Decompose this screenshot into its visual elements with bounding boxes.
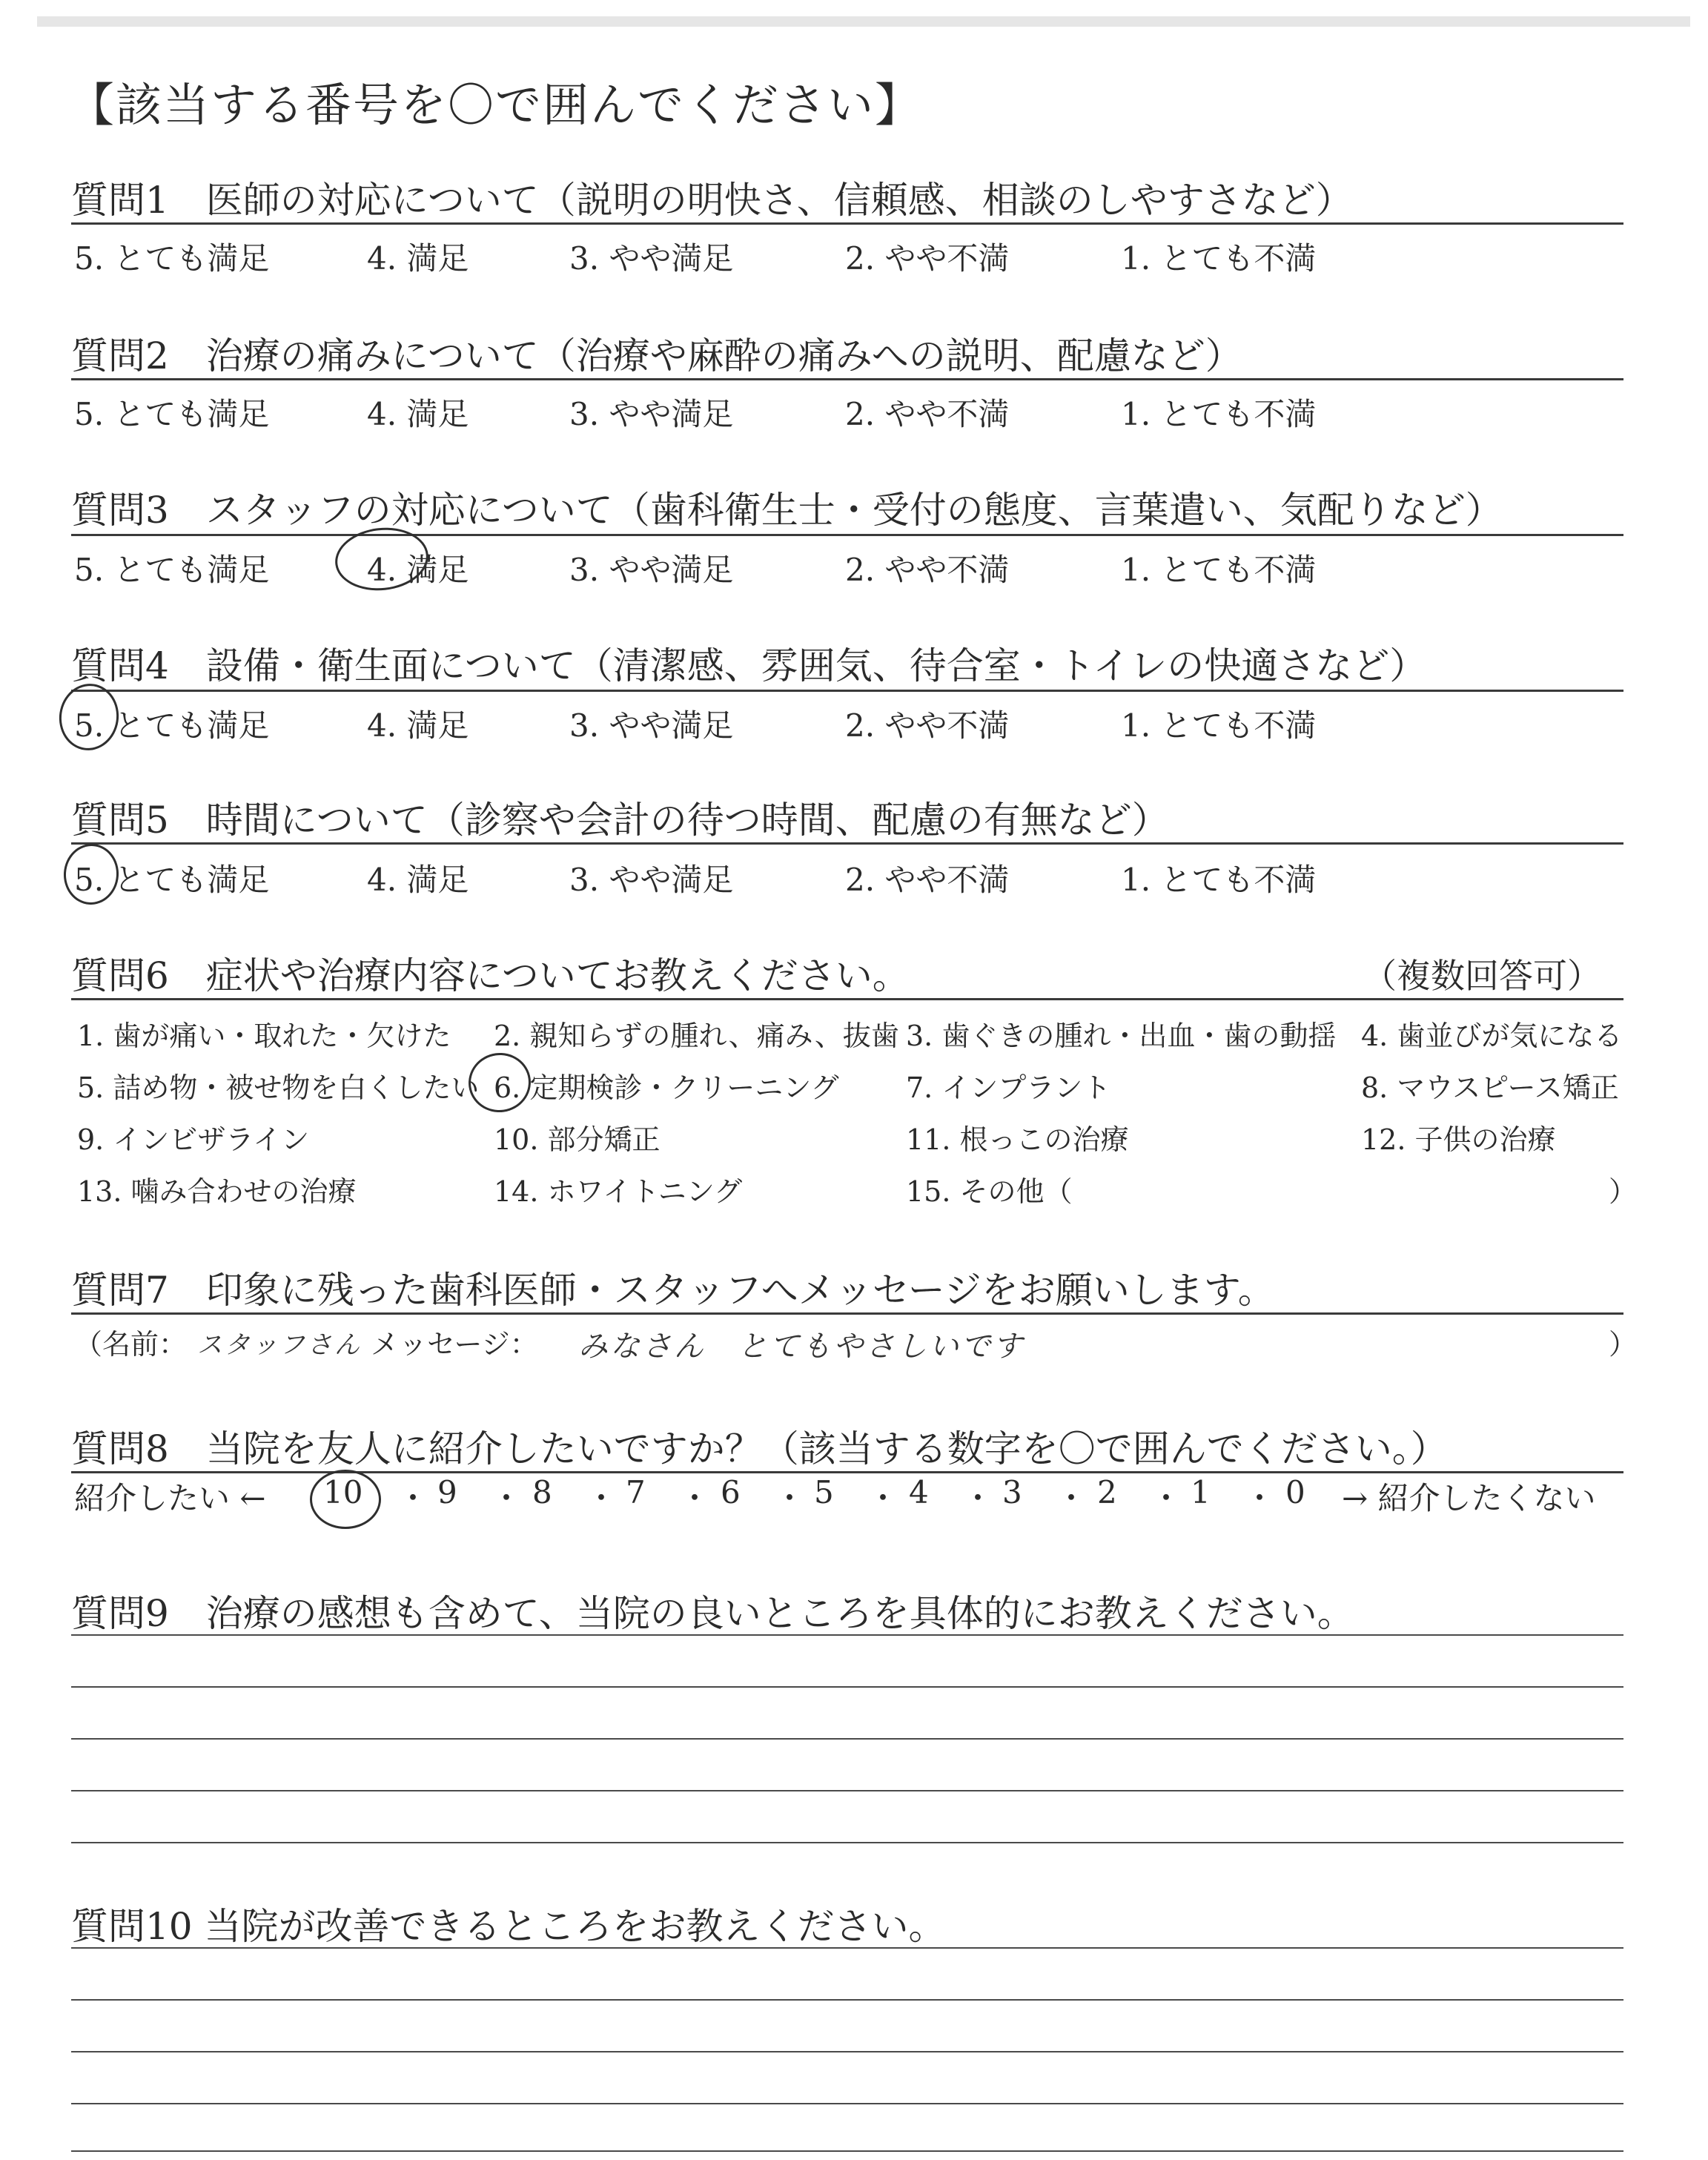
q8-scale-6[interactable]: 6 xyxy=(721,1474,741,1510)
q5-option-2[interactable]: 2. やや不満 xyxy=(845,862,1010,898)
question-4-rule xyxy=(71,690,1623,692)
q8-dot: ・ xyxy=(397,1480,429,1516)
q5-option-3[interactable]: 3. やや満足 xyxy=(569,862,734,898)
question-3-options xyxy=(74,546,1349,590)
page-title: 【該当する番号を〇で囲んでください】 xyxy=(68,78,923,132)
q6-item-6[interactable]: 6. 定期検診・クリーニング xyxy=(494,1071,839,1104)
q6-item-10[interactable]: 10. 部分矯正 xyxy=(494,1123,661,1156)
question-5-options xyxy=(74,856,1349,900)
q8-scale-7[interactable]: 7 xyxy=(626,1474,646,1510)
q8-scale-0[interactable]: 0 xyxy=(1285,1474,1305,1510)
q10-line-3 xyxy=(71,2051,1623,2052)
question-10-label: 質問10 当院が改善できるところをお教えください。 xyxy=(71,1905,946,1948)
question-8-rule xyxy=(71,1471,1623,1473)
q6-item-14[interactable]: 14. ホワイトニング xyxy=(494,1175,743,1208)
q6-item-4[interactable]: 4. 歯並びが気になる xyxy=(1361,1020,1623,1052)
q10-line-4 xyxy=(71,2103,1623,2104)
q4-option-4[interactable]: 4. 満足 xyxy=(367,707,469,744)
q4-option-2[interactable]: 2. やや不満 xyxy=(845,707,1010,744)
q9-line-3 xyxy=(71,1738,1623,1740)
q2-option-5[interactable]: 5. とても満足 xyxy=(74,396,270,432)
question-2-rule xyxy=(71,378,1623,380)
q6-item-12[interactable]: 12. 子供の治療 xyxy=(1361,1123,1556,1156)
q1-option-4[interactable]: 4. 満足 xyxy=(367,240,469,277)
q1-option-5[interactable]: 5. とても満足 xyxy=(74,240,270,277)
q1-option-1[interactable]: 1. とても不満 xyxy=(1121,240,1317,277)
q8-dot: ・ xyxy=(867,1480,899,1516)
q6-item-9[interactable]: 9. インビザライン xyxy=(77,1123,310,1156)
q9-line-4 xyxy=(71,1790,1623,1791)
q8-dot: ・ xyxy=(1151,1480,1182,1516)
q3-option-4[interactable]: 4. 満足 xyxy=(367,552,469,588)
q5-option-1[interactable]: 1. とても不満 xyxy=(1121,862,1317,898)
q9-line-5 xyxy=(71,1842,1623,1843)
scan-edge xyxy=(37,16,1690,27)
q8-dot: ・ xyxy=(491,1480,523,1516)
q2-option-4[interactable]: 4. 満足 xyxy=(367,396,469,432)
q7-message-handwritten[interactable]: みなさん とてもやさしいです xyxy=(578,1330,1025,1364)
q8-right-text: → 紹介したくない xyxy=(1342,1480,1596,1516)
q6-other-close: ） xyxy=(1609,1175,1638,1208)
question-3-label: 質問3 スタッフの対応について（歯科衛生士・受付の態度、言葉遣い、気配りなど） xyxy=(71,489,1503,532)
question-1-label: 質問1 医師の対応について（説明の明快さ、信頼感、相談のしやすさなど） xyxy=(71,179,1353,222)
q7-message-label: メッセージ： xyxy=(371,1328,538,1361)
q5-option-4[interactable]: 4. 満足 xyxy=(367,862,469,898)
q8-scale-3[interactable]: 3 xyxy=(1002,1474,1022,1510)
q8-scale-5[interactable]: 5 xyxy=(814,1474,834,1510)
question-7-label: 質問7 印象に残った歯科医師・スタッフへメッセージをお願いします。 xyxy=(71,1269,1275,1312)
q6-item-1[interactable]: 1. 歯が痛い・取れた・欠けた xyxy=(77,1020,451,1052)
question-9-label: 質問9 治療の感想も含めて、当院の良いところを具体的にお教えください。 xyxy=(71,1592,1354,1635)
q6-item-2[interactable]: 2. 親知らずの腫れ、痛み、抜歯 xyxy=(494,1020,899,1052)
q8-scale-8[interactable]: 8 xyxy=(532,1474,552,1510)
q3-option-5[interactable]: 5. とても満足 xyxy=(74,552,270,588)
q6-item-7[interactable]: 7. インプラント xyxy=(906,1071,1111,1104)
q6-item-15[interactable]: 15. その他（ xyxy=(906,1175,1073,1208)
question-4-options xyxy=(74,701,1349,746)
q3-option-2[interactable]: 2. やや不満 xyxy=(845,552,1010,588)
question-1-options xyxy=(74,234,1349,279)
q6-answer-circle xyxy=(465,1049,534,1117)
q2-option-2[interactable]: 2. やや不満 xyxy=(845,396,1010,432)
question-2-options xyxy=(74,390,1349,435)
q10-line-2 xyxy=(71,1999,1623,2001)
q2-option-3[interactable]: 3. やや満足 xyxy=(569,396,734,432)
q1-option-2[interactable]: 2. やや不満 xyxy=(845,240,1010,277)
q8-dot: ・ xyxy=(962,1480,994,1516)
question-6-note: （複数回答可） xyxy=(1363,956,1601,996)
q6-item-3[interactable]: 3. 歯ぐきの腫れ・出血・歯の動揺 xyxy=(906,1020,1337,1052)
q8-dot: ・ xyxy=(774,1480,806,1516)
q6-item-11[interactable]: 11. 根っこの治療 xyxy=(906,1123,1129,1156)
q7-close-paren: ） xyxy=(1609,1328,1638,1361)
q8-scale xyxy=(71,1474,1623,1519)
q4-option-3[interactable]: 3. やや満足 xyxy=(569,707,734,744)
q6-item-13[interactable]: 13. 噛み合わせの治療 xyxy=(77,1175,357,1208)
q9-line-1 xyxy=(71,1634,1623,1636)
q5-option-5[interactable]: 5. とても満足 xyxy=(74,862,270,898)
q8-scale-2[interactable]: 2 xyxy=(1097,1474,1117,1510)
question-8-label: 質問8 当院を友人に紹介したいですか？（該当する数字を〇で囲んでください。） xyxy=(71,1427,1448,1470)
q8-dot: ・ xyxy=(1056,1480,1088,1516)
q8-dot: ・ xyxy=(1244,1480,1276,1516)
q10-line-1 xyxy=(71,1947,1623,1949)
q7-name-label: （名前： xyxy=(74,1328,188,1361)
q8-scale-10[interactable]: 10 xyxy=(323,1474,363,1510)
question-6-rule xyxy=(71,998,1623,1000)
q8-answer-circle xyxy=(310,1470,381,1529)
q8-scale-4[interactable]: 4 xyxy=(909,1474,929,1510)
q8-dot: ・ xyxy=(679,1480,711,1516)
q8-left-text: 紹介したい ← xyxy=(74,1480,266,1516)
question-5-label: 質問5 時間について（診察や会計の待つ時間、配慮の有無など） xyxy=(71,799,1169,842)
question-4-label: 質問4 設備・衛生面について（清潔感、雰囲気、待合室・トイレの快適さなど） xyxy=(71,644,1427,687)
q4-option-5[interactable]: 5. とても満足 xyxy=(74,707,270,744)
question-2-label: 質問2 治療の痛みについて（治療や麻酔の痛みへの説明、配慮など） xyxy=(71,334,1242,377)
question-3-rule xyxy=(71,534,1623,536)
q9-line-2 xyxy=(71,1686,1623,1688)
q8-scale-9[interactable]: 9 xyxy=(437,1474,457,1510)
q1-option-3[interactable]: 3. やや満足 xyxy=(569,240,734,277)
q3-option-1[interactable]: 1. とても不満 xyxy=(1121,552,1317,588)
q2-option-1[interactable]: 1. とても不満 xyxy=(1121,396,1317,432)
question-7-rule xyxy=(71,1312,1623,1315)
q8-dot: ・ xyxy=(586,1480,618,1516)
q6-item-8[interactable]: 8. マウスピース矯正 xyxy=(1361,1071,1619,1104)
q3-option-3[interactable]: 3. やや満足 xyxy=(569,552,734,588)
question-5-rule xyxy=(71,842,1623,845)
question-6-label: 質問6 症状や治療内容についてお教えください。 xyxy=(71,954,910,997)
q10-line-5 xyxy=(71,2150,1623,2152)
q4-option-1[interactable]: 1. とても不満 xyxy=(1121,707,1317,744)
question-1-rule xyxy=(71,222,1623,225)
q7-name-handwritten[interactable]: スタッフさん xyxy=(197,1330,362,1360)
q6-item-5[interactable]: 5. 詰め物・被せ物を白くしたい xyxy=(77,1071,480,1104)
q8-scale-1[interactable]: 1 xyxy=(1191,1474,1211,1510)
